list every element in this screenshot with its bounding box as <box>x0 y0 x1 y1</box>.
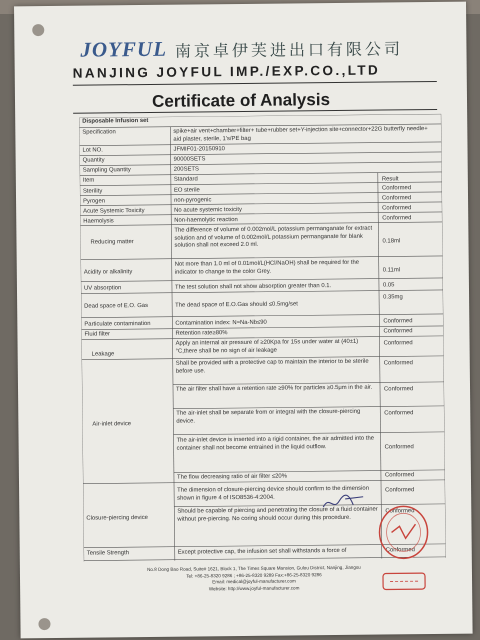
result-cell: Conformed <box>383 360 413 367</box>
info-value: JFMIF01-20150910 <box>173 146 225 153</box>
item-cell: UV absorption <box>83 285 122 292</box>
analysis-table <box>79 114 446 562</box>
inspection-stamp <box>375 502 432 563</box>
result-cell: Conformed <box>385 487 415 494</box>
table-rule <box>81 256 443 260</box>
column-header-standard: Standard <box>173 176 198 183</box>
column-header-item: Item <box>82 177 95 184</box>
item-cell: Particulate contamination <box>84 320 151 328</box>
standard-cell: EO sterile <box>173 187 200 194</box>
standard-cell: The air-inlet shall be separate from or integral with the closure-piercing device. <box>176 408 361 425</box>
info-label: Lot NO. <box>82 147 103 154</box>
result-cell: 0.11ml <box>382 267 401 274</box>
result-cell: Conformed <box>384 444 414 451</box>
footer-email: Email: medical@joyful-manufacturer.com <box>212 578 296 585</box>
result-cell: Conformed <box>383 328 413 335</box>
result-cell: Conformed <box>382 215 412 222</box>
info-label: Sampling Quantity <box>82 167 131 174</box>
result-cell: Conformed <box>381 185 412 192</box>
result-cell: Conformed <box>385 508 415 515</box>
standard-cell: The dimension of closure-piercing device should confirm to the dimension shown in figure 4 of ISO8536-4:2004. <box>177 485 369 502</box>
result-cell: Conformed <box>382 195 412 202</box>
result-cell: Conformed <box>385 547 415 554</box>
standard-cell: Not more than 1.0 ml of 0.01mol/L(HCl/NaOH) shall be required for the indicator to change to the color Grey. <box>174 259 360 276</box>
standard-cell: Should be capable of piercing and penetrating the closure of a fluid container without pre-piercing. No coring should occur during this procedure. <box>177 506 378 523</box>
standard-cell: The dead space of E.O.Gas should ≤0.5mg/set <box>175 301 298 309</box>
table-rule <box>173 406 444 409</box>
certificate-document <box>14 2 473 639</box>
info-label: Quantity <box>82 157 105 164</box>
info-value: 90000SETS <box>173 156 206 163</box>
section-label: Disposable Infusion set <box>82 117 149 125</box>
standard-cell: Shall be provided with a protective cap to maintain the interior to be sterile before use. <box>175 358 369 375</box>
company-logo: JOYFUL <box>80 36 168 62</box>
result-cell: 0.05 <box>382 282 395 289</box>
item-cell: Acute Systemic Toxicity <box>83 208 145 215</box>
header-divider <box>73 81 437 86</box>
table-rule <box>80 152 442 156</box>
result-cell: Conformed <box>382 205 412 212</box>
standard-cell: The difference of volume of 0.002mol/L potassium permanganate for extract solution and of volume of 0.002mol/L potassium permanganate for blank solution shall not exceed 2.0 ml. <box>174 225 373 249</box>
standard-cell: Contamination index: N=Na-Nb≤90 <box>175 319 267 327</box>
document-title: Certificate of Analysis <box>151 90 331 111</box>
footer-address: No.8 Dong Bao Road, Suite# 1621, Block 1, The Times Square Mansion, Gulou District, Nanjing, Jiangsu <box>147 564 361 573</box>
item-cell: Haemolysis <box>83 218 114 225</box>
standard-cell: The test solution shall not show absorption greater than 0.1. <box>174 283 332 291</box>
info-label: Specification <box>82 129 116 136</box>
item-cell: Acidity or alkalinity <box>83 269 133 276</box>
item-cell: Sterility <box>82 188 103 195</box>
item-cell: Leakage <box>91 351 115 358</box>
standard-cell: The air filter shall have a retention rate ≥90% for particles ≥0.5μm in the air. <box>176 384 373 393</box>
letterhead <box>80 37 420 63</box>
standard-cell: non-pyrogenic <box>174 197 212 204</box>
punch-hole-icon <box>38 618 50 630</box>
standard-cell: The air-inlet device is inserted into a rigid container, the air admitted into the container shall not become entrained in the liquid outflow. <box>176 435 375 452</box>
standard-cell: Apply an internal air pressure of ≥20Kpa for 15s under water at (40±1)°C,there shall be no sign of air leakage <box>175 338 359 355</box>
item-cell: Reducing matter <box>90 239 134 246</box>
result-cell: 0.18ml <box>382 238 401 245</box>
chinese-company-name: 南京卓伊芙进出口有限公司 <box>174 39 404 61</box>
result-cell: Conformed <box>383 318 413 325</box>
item-cell: Air-inlet device <box>92 421 132 428</box>
footer-website: Website: http://www.joyful-manufacturer.com <box>208 585 300 592</box>
table-rule <box>174 432 445 435</box>
result-cell: 0.35mg <box>383 294 403 301</box>
table-rule <box>80 162 442 166</box>
footer-contact <box>64 564 444 594</box>
table-rule <box>81 314 443 318</box>
result-cell: Conformed <box>383 340 413 347</box>
table-rule <box>79 114 441 118</box>
standard-cell: Non-haemolytic reaction <box>174 217 238 224</box>
standard-cell: No acute systemic toxicity <box>174 206 242 214</box>
item-cell: Tensile Strength <box>86 550 130 557</box>
table-rule <box>81 278 443 282</box>
item-cell: Fluid filter <box>84 331 111 338</box>
result-cell: Conformed <box>384 386 414 393</box>
result-cell: Conformed <box>384 410 414 417</box>
item-cell: Pyrogen <box>83 198 106 205</box>
item-cell: Dead space of E.O. Gas <box>84 302 149 310</box>
punch-hole-icon <box>32 24 44 36</box>
footer-phone: Tel: +86-25-8320 9286 ; +86-25-8320 9289 Fax:+86-25-8320 9286 <box>186 571 322 579</box>
table-rule <box>80 172 442 176</box>
company-name: NANJING JOYFUL IMP./EXP.CO.,LTD <box>72 62 381 81</box>
result-cell: Conformed <box>384 472 415 479</box>
standard-cell: Except protective cap, the infusion set shall withstands a force of <box>177 547 347 556</box>
standard-cell: Retention rate≥80% <box>175 330 228 337</box>
standard-cell: The flow decreasing ratio of air filter ≤20% <box>176 473 287 481</box>
handwritten-signature <box>319 491 369 516</box>
info-value: spike+air vent+chamber+filter+ tube+rubber set+Y-injection site+connector+22G butterfly needle+ aid plaster, sterile, 1's/PE bag <box>173 126 428 143</box>
item-cell: Closure-piercing device <box>86 514 148 522</box>
info-value: 200SETS <box>173 166 199 173</box>
column-header-result: Result <box>381 176 399 183</box>
